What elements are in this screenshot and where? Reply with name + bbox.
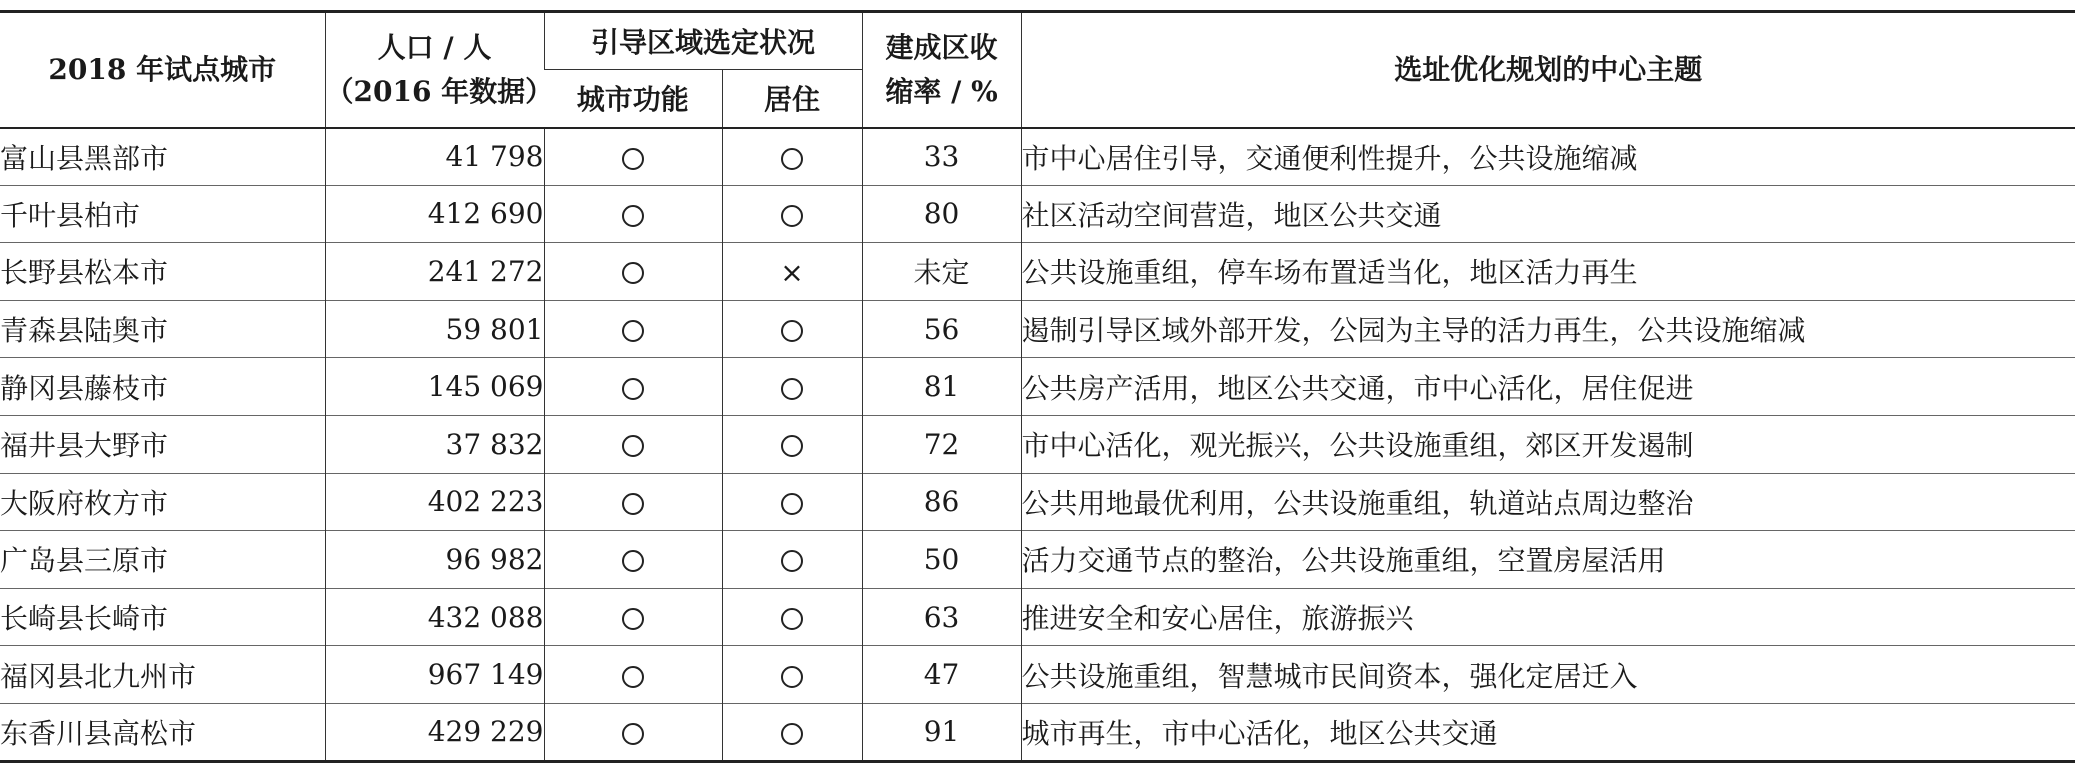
circle-mark-icon [622, 378, 644, 400]
circle-mark-icon [622, 723, 644, 745]
table-row [0, 588, 2075, 646]
living-status-cell [722, 300, 862, 358]
header-guide-living: 居住 [722, 70, 862, 128]
population-cell: 41 798 [325, 128, 544, 186]
living-status-cell [722, 358, 862, 416]
table-body [0, 128, 2075, 762]
population-cell: 241 272 [325, 243, 544, 301]
living-status-cell [722, 646, 862, 704]
city-cell: 千叶县柏市 [0, 185, 325, 243]
table-row [0, 531, 2075, 589]
city-cell: 静冈县藤枝市 [0, 358, 325, 416]
living-status-cell [722, 243, 862, 301]
circle-mark-icon [781, 608, 803, 630]
circle-mark-icon [622, 435, 644, 457]
circle-mark-icon [622, 550, 644, 572]
shrink-rate-cell: 56 [862, 300, 1021, 358]
circle-mark-icon [781, 493, 803, 515]
table-row [0, 300, 2075, 358]
shrink-rate-cell: 33 [862, 128, 1021, 186]
circle-mark-icon [781, 666, 803, 688]
header-rate-line2: 缩率 / % [885, 74, 998, 108]
function-status-cell [544, 128, 722, 186]
living-status-cell [722, 531, 862, 589]
city-cell: 青森县陆奥市 [0, 300, 325, 358]
function-status-cell [544, 646, 722, 704]
header-rate-line1: 建成区收 [885, 31, 998, 65]
city-cell: 大阪府枚方市 [0, 473, 325, 531]
population-cell: 145 069 [325, 358, 544, 416]
theme-cell: 公共设施重组，智慧城市民间资本，强化定居迁入 [1021, 646, 2075, 704]
theme-cell: 公共房产活用，地区公共交通，市中心活化，居住促进 [1021, 358, 2075, 416]
theme-cell: 城市再生，市中心活化，地区公共交通 [1021, 703, 2075, 761]
population-cell: 432 088 [325, 588, 544, 646]
circle-mark-icon [781, 435, 803, 457]
shrink-rate-cell: 未定 [862, 243, 1021, 301]
function-status-cell [544, 300, 722, 358]
pilot-cities-table [0, 10, 2075, 763]
shrink-rate-cell: 47 [862, 646, 1021, 704]
table-row [0, 473, 2075, 531]
function-status-cell [544, 473, 722, 531]
circle-mark-icon [622, 205, 644, 227]
circle-mark-icon [622, 262, 644, 284]
living-status-cell [722, 703, 862, 761]
table-row [0, 415, 2075, 473]
circle-mark-icon [781, 148, 803, 170]
function-status-cell [544, 185, 722, 243]
circle-mark-icon [781, 205, 803, 227]
circle-mark-icon [622, 608, 644, 630]
population-cell: 402 223 [325, 473, 544, 531]
shrink-rate-cell: 80 [862, 185, 1021, 243]
theme-cell: 市中心居住引导，交通便利性提升，公共设施缩减 [1021, 128, 2075, 186]
city-cell: 东香川县高松市 [0, 703, 325, 761]
circle-mark-icon [781, 723, 803, 745]
circle-mark-icon [622, 320, 644, 342]
population-cell: 429 229 [325, 703, 544, 761]
city-cell: 长崎县长崎市 [0, 588, 325, 646]
function-status-cell [544, 531, 722, 589]
theme-cell: 公共设施重组，停车场布置适当化，地区活力再生 [1021, 243, 2075, 301]
population-cell: 96 982 [325, 531, 544, 589]
population-cell: 412 690 [325, 185, 544, 243]
header-city-label: 2018 年试点城市 [48, 53, 277, 87]
population-cell: 967 149 [325, 646, 544, 704]
table-row [0, 185, 2075, 243]
header-city [0, 12, 325, 128]
city-cell: 富山县黑部市 [0, 141, 169, 175]
header-population [325, 12, 554, 128]
table-row [0, 358, 2075, 416]
shrink-rate-cell: 50 [862, 531, 1021, 589]
population-cell: 37 832 [325, 415, 544, 473]
table-row [0, 703, 2075, 761]
header-population-line1: 人口 / 人 [377, 31, 492, 65]
header-guide-area [544, 12, 862, 70]
city-cell: 福井县大野市 [0, 415, 325, 473]
living-status-cell [722, 185, 862, 243]
population-cell: 59 801 [325, 300, 544, 358]
shrink-rate-cell: 63 [862, 588, 1021, 646]
table-row [0, 128, 2075, 186]
table-header [0, 12, 2075, 128]
header-shrink-rate [862, 12, 1021, 128]
function-status-cell [544, 358, 722, 416]
living-status-cell [722, 128, 862, 186]
table-row [0, 243, 2075, 301]
circle-mark-icon [622, 493, 644, 515]
circle-mark-icon [622, 666, 644, 688]
living-status-cell [722, 415, 862, 473]
function-status-cell [544, 703, 722, 761]
theme-cell: 活力交通节点的整治，公共设施重组，空置房屋活用 [1021, 531, 2075, 589]
shrink-rate-cell: 72 [862, 415, 1021, 473]
shrink-rate-cell: 91 [862, 703, 1021, 761]
circle-mark-icon [781, 320, 803, 342]
header-population-line2: （2016 年数据） [325, 74, 554, 108]
table-row [0, 646, 2075, 704]
city-cell: 广岛县三原市 [0, 531, 325, 589]
circle-mark-icon [622, 148, 644, 170]
header-theme [1021, 12, 2075, 128]
circle-mark-icon [781, 550, 803, 572]
theme-cell: 推进安全和安心居住，旅游振兴 [1021, 588, 2075, 646]
cross-mark-icon: × [780, 255, 804, 289]
city-cell: 福冈县北九州市 [0, 646, 325, 704]
function-status-cell [544, 588, 722, 646]
theme-cell: 公共用地最优利用，公共设施重组，轨道站点周边整治 [1021, 473, 2075, 531]
city-cell: 长野县松本市 [0, 243, 325, 301]
header-guide-function: 城市功能 [544, 70, 722, 128]
theme-cell: 遏制引导区域外部开发，公园为主导的活力再生，公共设施缩减 [1021, 300, 2075, 358]
theme-cell: 市中心活化，观光振兴，公共设施重组，郊区开发遏制 [1021, 415, 2075, 473]
living-status-cell [722, 473, 862, 531]
living-status-cell [722, 588, 862, 646]
function-status-cell [544, 415, 722, 473]
circle-mark-icon [781, 378, 803, 400]
theme-cell: 社区活动空间营造，地区公共交通 [1021, 185, 2075, 243]
header-theme-label: 选址优化规划的中心主题 [1394, 53, 1703, 87]
shrink-rate-cell: 81 [862, 358, 1021, 416]
shrink-rate-cell: 86 [862, 473, 1021, 531]
function-status-cell [544, 243, 722, 301]
header-guide-area-label: 引导区域选定状况 [591, 26, 816, 59]
